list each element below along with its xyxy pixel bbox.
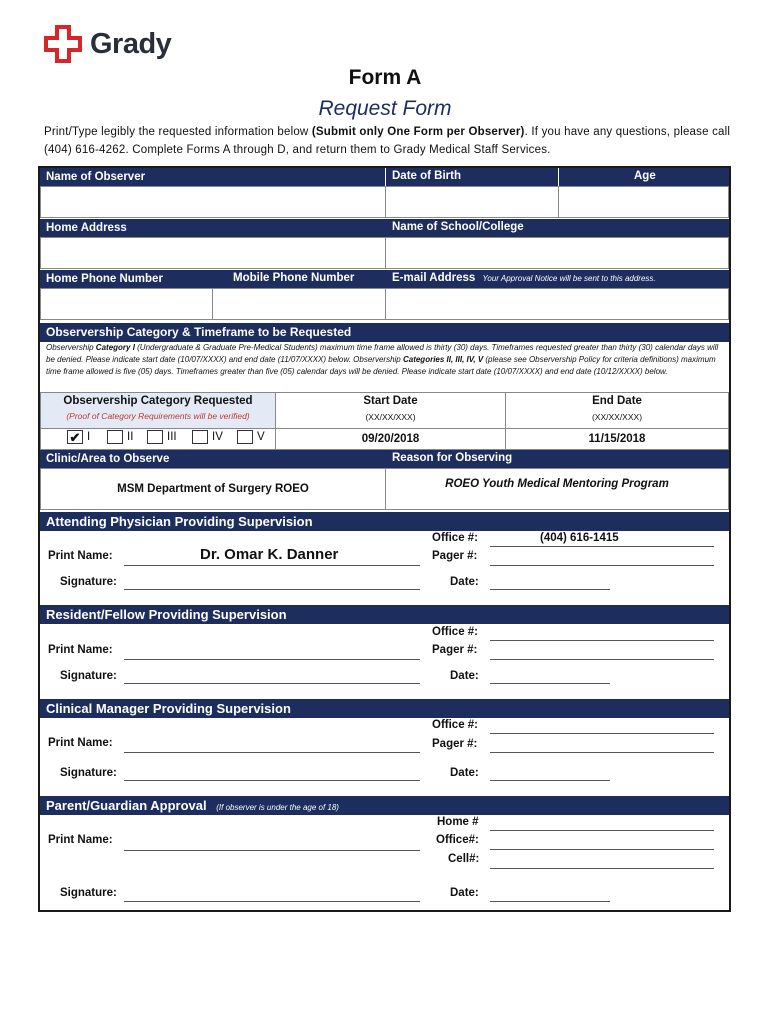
attending-print-value: Dr. Omar K. Danner [200,546,339,563]
manager-signature-line[interactable] [124,780,420,781]
attending-bar: Attending Physician Providing Supervision [40,512,729,531]
clinic-area-value[interactable]: MSM Department of Surgery ROEO [40,468,386,510]
email-field[interactable] [385,288,729,320]
clinic-area-label: Clinic/Area to Observe [46,453,170,465]
start-date-value[interactable]: 09/20/2018 [275,428,506,450]
reason-label: Reason for Observing [392,452,513,464]
category-iii-label: III [167,431,177,443]
manager-office-line[interactable] [490,733,714,734]
manager-pager-label: Pager #: [432,738,478,750]
form-frame [38,166,731,912]
form-subtitle: Request Form [318,97,452,120]
resident-date-label: Date: [450,670,479,682]
email-note: Your Approval Notice will be sent to this address. [482,274,656,283]
category-v-checkbox[interactable] [237,430,253,444]
attending-date-label: Date: [450,576,479,588]
dob-field[interactable] [385,186,559,218]
guardian-home-label: Home # [437,816,479,828]
manager-print-label: Print Name: [48,737,113,749]
age-label: Age [634,170,656,182]
guardian-office-label: Office#: [436,834,479,846]
category-i-checkbox[interactable]: ✔ [67,430,83,444]
attending-pager-line[interactable] [490,565,714,566]
mobile-phone-label: Mobile Phone Number [233,272,355,284]
resident-pager-line[interactable] [490,659,714,660]
category-ii-label: II [127,431,134,443]
email-label: E-mail Address Your Approval Notice will be sent to this address. [392,272,656,284]
clinic-header-row [40,450,729,468]
guardian-office-line[interactable] [490,849,714,850]
guardian-signature-label: Signature: [60,887,117,899]
attending-pager-label: Pager #: [432,550,478,562]
resident-office-label: Office #: [432,626,479,638]
category-iv-checkbox[interactable] [192,430,208,444]
guardian-cell-label: Cell#: [448,853,480,865]
guardian-print-line[interactable] [124,850,420,851]
category-iii-checkbox[interactable] [147,430,163,444]
end-date-label: End Date [592,395,642,407]
attending-signature-line[interactable] [124,589,420,590]
manager-pager-line[interactable] [490,752,714,753]
guardian-print-label: Print Name: [48,834,113,846]
instructions: Print/Type legibly the requested information below (Submit only One Form per Observer). If you have any questions, please call (404) 616-4262. Complete Forms A through D, and return them to Grady Medical Staff Services. [44,126,731,156]
category-ii-checkbox[interactable] [107,430,123,444]
manager-signature-label: Signature: [60,767,117,779]
manager-date-line[interactable] [490,780,610,781]
guardian-bar: Parent/Guardian Approval (If observer is under the age of 18) [40,796,729,815]
attending-office-label: Office #: [432,532,479,544]
dob-label: Date of Birth [392,170,461,182]
attending-signature-label: Signature: [60,576,117,588]
school-label: Name of School/College [392,221,524,233]
guardian-note: (If observer is under the age of 18) [216,803,339,812]
manager-bar: Clinical Manager Providing Supervision [40,699,729,718]
school-field[interactable] [385,237,729,269]
home-address-field[interactable] [40,237,386,269]
guardian-cell-line[interactable] [490,868,714,869]
guardian-home-line[interactable] [490,830,714,831]
name-of-observer-field[interactable] [40,186,386,218]
category-requested-label: Observership Category Requested [63,395,253,407]
guardian-date-line[interactable] [490,901,610,902]
home-phone-label: Home Phone Number [46,273,163,285]
manager-print-line[interactable] [124,752,420,753]
guardian-signature-line[interactable] [124,901,420,902]
end-date-value[interactable]: 11/15/2018 [505,428,729,450]
resident-pager-label: Pager #: [432,644,478,656]
category-description: Observership Category I (Undergraduate & Graduate Pre-Medical Students) maximum time frame allowed is thirty (30) days. Timeframes requested greater than thirty (30) calendar days will be denied. Please indicate start date (10/07/XXXX) and end date (11/07/XXXX) below. Observership Categories II, III, IV, V (please see Observership Policy for criteria definitions) maximum time frame allowed is five (05) days. Timeframes greater than five (05) calendar days will be denied. Please indicate start date (10/07/XXXX) and end date (10/12/XXXX) below. [46,343,719,376]
start-date-format: (XX/XX/XXX) [365,412,416,422]
form-title: Form A [348,66,422,89]
attending-office-line[interactable] [490,546,714,547]
grady-logo [44,24,171,64]
resident-date-line[interactable] [490,683,610,684]
proof-note: (Proof of Category Requirements will be verified) [66,411,250,421]
start-date-label: Start Date [363,395,418,407]
resident-signature-label: Signature: [60,670,117,682]
attending-date-line[interactable] [490,589,610,590]
resident-bar: Resident/Fellow Providing Supervision [40,605,729,624]
category-iv-label: IV [212,431,223,443]
resident-print-line[interactable] [124,659,420,660]
manager-office-label: Office #: [432,719,479,731]
attending-print-line[interactable] [124,565,420,566]
brand-name: Grady [90,27,172,60]
resident-office-line[interactable] [490,640,714,641]
name-of-observer-label: Name of Observer [46,171,146,183]
resident-signature-line[interactable] [124,683,420,684]
attending-print-label: Print Name: [48,550,113,562]
category-i-label: I [87,431,91,443]
age-field[interactable] [558,186,729,218]
mobile-phone-field[interactable] [212,288,386,320]
end-date-format: (XX/XX/XXX) [591,412,643,422]
home-address-label: Home Address [46,222,127,234]
address-header-row [40,219,729,237]
resident-print-label: Print Name: [48,644,113,656]
category-bar: Observership Category & Timeframe to be Requested [40,323,729,342]
grady-cross-icon [44,25,82,63]
attending-office-value: (404) 616-1415 [540,532,619,544]
guardian-date-label: Date: [450,887,479,899]
reason-value[interactable]: ROEO Youth Medical Mentoring Program [385,468,729,510]
category-v-label: V [257,431,265,443]
home-phone-field[interactable] [40,288,213,320]
manager-date-label: Date: [450,767,479,779]
